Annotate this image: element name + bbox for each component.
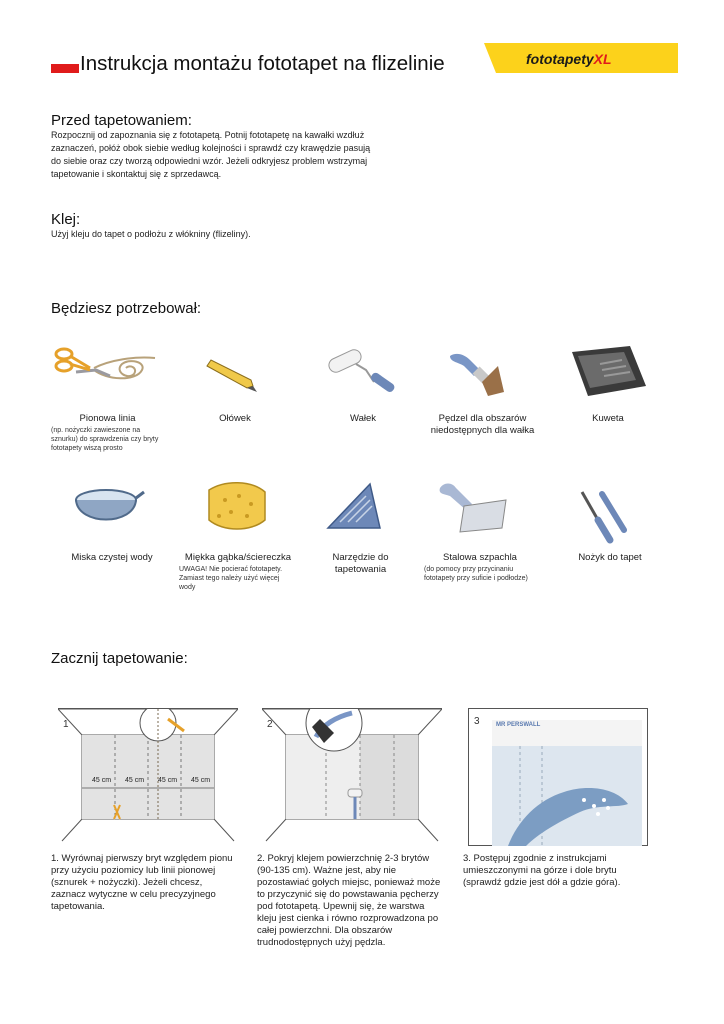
- tool-name: [415, 413, 550, 437]
- tool-name: Wałek: [349, 413, 377, 424]
- before-line: Rozpocznij od zapoznania się z fototapetą. Potnij fototapetę na kawałki wzdłuż: [51, 130, 365, 140]
- steps-heading: Zacznij tapetowanie:: [51, 650, 188, 667]
- measure-label: 45 cm: [158, 777, 178, 784]
- glue-text: Użyj kleju do tapet o podłożu z włókniny (flizeliny).: [51, 229, 251, 239]
- step-3-text: [463, 853, 657, 889]
- step-line: zaznacz wytyczne w celu precyzyjnego: [51, 889, 216, 900]
- step-line: pozostawiać gołych miejsc, ponieważ może: [257, 877, 441, 888]
- tool-name: Miska czystej wody: [71, 552, 153, 563]
- tool-name: Stalowa szpachla: [443, 552, 517, 563]
- tool-name-line: Narzędzie do: [332, 552, 389, 563]
- before-line: zaznaczeń, połóż obok siebie według kolejności i sprawdź czy krawędzie pasują: [51, 143, 371, 153]
- tool-name-line: niedostępnych dla wałka: [430, 425, 535, 436]
- tool-name: Pionowa linia: [79, 413, 136, 424]
- svg-text:fototapetyXL: [526, 51, 612, 67]
- step-3-illustration: [468, 708, 648, 846]
- measure-label: 45 cm: [92, 777, 112, 784]
- measure-label: 45 cm: [191, 777, 211, 784]
- tool-note: [179, 565, 309, 592]
- step-line: pod fototapetą. Upewnij się, że warstwa: [257, 901, 425, 912]
- step-number: 1: [63, 719, 69, 730]
- tool-note-line: fototapety wiszą prosto: [51, 445, 123, 452]
- title-accent-bar: [51, 64, 79, 73]
- tool-note-line: UWAGA! Nie pocierać fototapety.: [179, 566, 283, 573]
- measure-label: 45 cm: [125, 777, 145, 784]
- scissors-string-icon: [50, 330, 150, 410]
- step-line: to przyczynić się do powstawania pęcherzy: [257, 889, 439, 900]
- tray-icon: [560, 330, 660, 410]
- page-title: Instrukcja montażu fototapet na flizelinie: [80, 52, 445, 75]
- spatula-icon: [430, 470, 530, 550]
- glue-heading: Klej:: [51, 211, 81, 228]
- before-line: do siebie oraz czy tworzą odpowiedni wzór. Jeżeli odkryjesz problem wstrzymaj: [51, 156, 368, 166]
- step-1-text: [51, 853, 245, 913]
- tool-note-line: (np. nożyczki zawieszone na: [51, 427, 141, 434]
- pencil-icon: [185, 330, 285, 410]
- before-heading: Przed tapetowaniem:: [51, 112, 192, 129]
- tool-name: [318, 552, 403, 576]
- step-1-illustration: [58, 708, 238, 844]
- step-line: całej powierzchni. Dla obszarów: [257, 925, 393, 936]
- sponge-icon: [195, 470, 295, 550]
- step-line: przy użyciu poziomicy lub linii pionowej: [51, 865, 216, 876]
- step-line: 2. Pokryj klejem powierzchnię 2-3 brytów: [257, 853, 430, 864]
- step-line: kleju jest cienka i równo rozprowadzona po: [257, 913, 439, 924]
- step-line: umieszczonymi na górze i dole brytu: [463, 865, 617, 876]
- step-line: tapetowania.: [51, 901, 105, 912]
- logo-main-text: fototapety: [526, 51, 594, 67]
- step-number: 2: [267, 719, 273, 730]
- brand-label: MR PERSWALL: [496, 722, 541, 728]
- tool-name: Kuweta: [592, 413, 624, 424]
- knife-icon: [568, 480, 668, 560]
- bowl-icon: [66, 470, 166, 550]
- tool-note-line: (do pomocy przy przycinaniu: [424, 566, 514, 573]
- step-line: trudnodostępnych użyj pędzla.: [257, 937, 386, 948]
- tool-note-line: wody: [179, 584, 196, 591]
- brand-logo: [478, 43, 678, 73]
- step-2-text: [257, 853, 451, 949]
- step-line: 1. Wyrównaj pierwszy bryt względem pionu: [51, 853, 233, 864]
- tool-name: Ołówek: [219, 413, 251, 424]
- before-line: tapetowanie i skontaktuj się z sprzedawcą.: [51, 169, 222, 179]
- logo-icon: [478, 43, 678, 73]
- step-number: 3: [474, 716, 480, 727]
- step-line: (90-135 cm). Ważne jest, aby nie: [257, 865, 397, 876]
- tool-note: [51, 426, 181, 453]
- tool-name-line: Pędzel dla obszarów: [438, 413, 527, 424]
- roller-icon: [318, 330, 418, 410]
- step-line: (sznurek + nożyczki). Jeżeli chcesz,: [51, 877, 203, 888]
- before-text: [51, 129, 431, 181]
- tool-name: Nożyk do tapet: [578, 552, 642, 563]
- smoothing-tool-icon: [318, 470, 418, 550]
- logo-accent-text: XL: [593, 51, 612, 67]
- tools-heading: Będziesz potrzebował:: [51, 300, 202, 317]
- tool-note-line: fototapety przy suficie i podłodze): [424, 575, 528, 582]
- tool-name-line: tapetowania: [334, 564, 387, 575]
- step-line: (sprawdź gdzie jest dół a gdzie góra).: [463, 877, 621, 888]
- tool-name: Miękka gąbka/ściereczka: [184, 552, 292, 563]
- step-line: 3. Postępuj zgodnie z instrukcjami: [463, 853, 607, 864]
- tool-note-line: Zamiast tego należy użyć więcej: [179, 575, 280, 582]
- tool-note-line: sznurku) do sprawdzenia czy bryty: [51, 436, 159, 443]
- tool-note: [424, 565, 574, 583]
- step-2-illustration: [262, 708, 442, 844]
- brush-icon: [440, 330, 540, 410]
